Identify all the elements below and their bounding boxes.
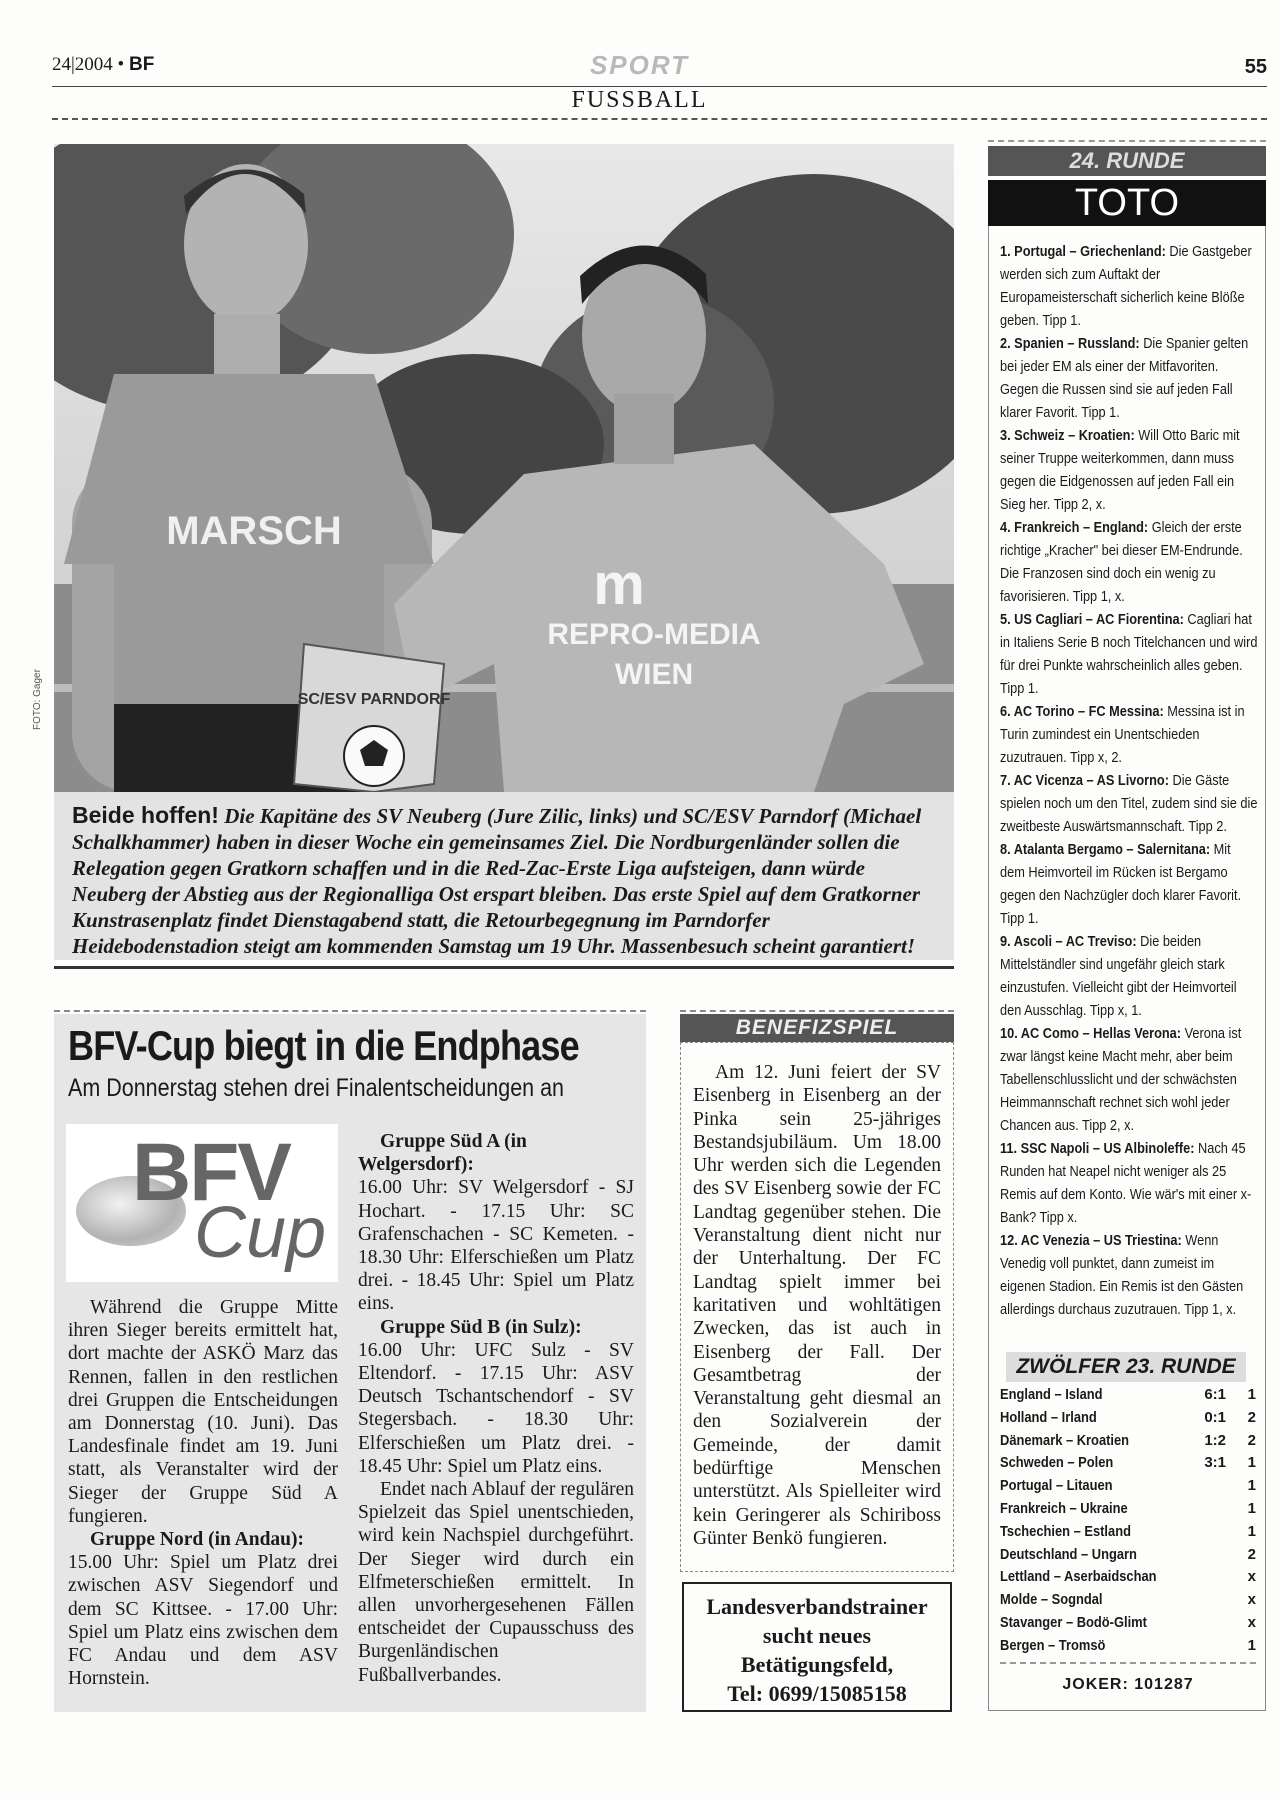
joker-number: JOKER: 101287 xyxy=(1062,1676,1194,1693)
ad-phone: Tel: 0699/15085158 xyxy=(727,1681,907,1706)
article-closing: Endet nach Ablauf der regulären Spielzeit das Spiel unentschieden, wird kein Nachspiel durchgeführt. Der Sieger wird durch ein Elfmeterschießen ermittelt. In allen unvorhergesehenen Fällen entscheidet der Cupausschuss des Burgenländischen Fußballverbandes. xyxy=(358,1479,634,1686)
match-cell: Lettland – Aserbaidschan xyxy=(1000,1568,1157,1586)
toto-match: 8. Atalanta Bergamo – Salernitana: xyxy=(1000,841,1211,858)
group-sued-b-title: Gruppe Süd B (in Sulz): xyxy=(380,1316,582,1338)
toto-item xyxy=(1000,1137,1258,1229)
tip-cell: 1 xyxy=(1247,1477,1256,1495)
article-intro: Während die Gruppe Mitte ihren Sieger bereits ermittelt hat, dort machte der ASKÖ Marz das Rennen, fallen in den restlichen drei Gruppen die Entscheidungen am Donnerstag (10. Juni). Das Landesfinale findet am 19. Juni statt, als Veranstalter wird der Sieger der Gruppe Süd A fungieren. xyxy=(68,1297,338,1527)
toto-text: Die Spanier gelten bei jeder EM als einer der Mitfavoriten. Gegen die Russen sind sie auf jeden Fall klarer Favorit. Tipp 1. xyxy=(1000,335,1249,421)
table-row xyxy=(1000,1544,1256,1567)
toto-item xyxy=(1000,838,1258,930)
logo-text-top: BFV xyxy=(132,1127,290,1218)
article-dashed-rule xyxy=(54,1010,646,1012)
toto-match: 5. US Cagliari – AC Fiorentina: xyxy=(1000,611,1184,628)
toto-item xyxy=(1000,332,1258,424)
table-row xyxy=(1000,1430,1256,1453)
benefiz-text: Am 12. Juni feiert der SV Eisenberg in Eisenberg an der Pinka sein 25-jähriges Bestandsjubiläum. Um 18.00 Uhr werden sich die Legenden des SV Eisenberg sowie der FC Landtag gegenüber stehen. Die Veranstaltung dient nicht nur der Unterhaltung. Der FC Landtag spielt immer bei karitativen und wohltätigen Zwecken, das ist auch in Eisenberg der Fall. Der Gesamtbetrag der Veranstaltung geht diesmal an den Sozialverein der Gemeinde, der damit bedürftige Menschen unterstützt. Als Spielleiter wird kein Geringerer als Schiriboss Günter Benkö fungieren. xyxy=(693,1062,941,1549)
toto-text: Die Gastgeber werden sich zum Auftakt der Europameisterschaft sicherlich keine Blöße geben. Tipp 1. xyxy=(1000,243,1252,329)
tip-cell: 1 xyxy=(1247,1499,1256,1517)
toto-text: Nach 45 Runden hat Neapel nicht weniger als 25 Remis auf dem Konto. Wie wär's mit einer x-Bank? Tipp x. xyxy=(1000,1140,1252,1226)
toto-item xyxy=(1000,240,1258,332)
table-row xyxy=(1000,1635,1256,1658)
ad-line-2: sucht neues xyxy=(762,1623,872,1648)
match-cell: England – Island xyxy=(1000,1386,1103,1403)
toto-text: Wenn Venedig voll punktet, dann zumeist im eigenen Stadion. Ein Remis ist den Gästen allerdings durchaus zuzutrauen. Tipp 1, x. xyxy=(1000,1232,1244,1318)
caption-lead: Beide hoffen! xyxy=(72,802,219,828)
toto-text: Cagliari hat in Italiens Serie B noch Titelchancen und wird für drei Punkte wahrscheinlich alles geben. Tipp 1. xyxy=(1000,611,1258,697)
score-cell xyxy=(1186,1635,1226,1658)
score-cell: 6:1 xyxy=(1204,1386,1226,1403)
caption-text: Die Kapitäne des SV Neuberg (Jure Zilic, links) und SC/ESV Parndorf (Michael Schalkhammer) haben in dieser Woche ein gemeinsames Ziel. Die Nordburgenländer sollen die Relegation gegen Gratkorn schaffen und in die Red-Zac-Erste Liga aufsteigen, dann würde Neuberg der Abstieg aus der Regionalliga Ost erspart bleiben. Das erste Spiel auf dem Gratkorner Kunstrasenplatz findet Dienstagabend statt, die Retourbegegnung im Parndorfer Heidebodenstadion steigt am kommenden Samstag um 19 Uhr. Massenbesuch scheint garantiert! xyxy=(72,804,922,958)
zwoelfer-title: ZWÖLFER 23. RUNDE xyxy=(1006,1352,1246,1382)
tip-cell: 2 xyxy=(1247,1408,1256,1426)
table-row xyxy=(1000,1498,1256,1521)
match-cell: Holland – Irland xyxy=(1000,1408,1097,1426)
score-cell: 0:1 xyxy=(1204,1408,1226,1426)
group-sued-b-text: 16.00 Uhr: UFC Sulz - SV Eltendorf. - 17.15 Uhr: ASV Deutsch Tschantschendorf - SV Stegersbach. - 18.30 Uhr: Elferschießen um Platz drei. - 18.45 Uhr: Spiel um Platz eins. xyxy=(358,1339,634,1477)
table-row xyxy=(1000,1566,1256,1589)
score-cell xyxy=(1186,1566,1226,1589)
table-row xyxy=(1000,1384,1256,1407)
table-row xyxy=(1000,1589,1256,1612)
sponsor-marsch: MARSCH xyxy=(166,509,342,553)
tip-cell: 1 xyxy=(1247,1386,1256,1403)
score-cell xyxy=(1186,1521,1226,1544)
toto-text: Messina ist in Turin zumindest ein Unentschieden zuzutrauen. Tipp x, 2. xyxy=(1000,703,1245,766)
toto-match: 10. AC Como – Hellas Verona: xyxy=(1000,1025,1182,1042)
article-subhead: Am Donnerstag stehen drei Finalentscheidungen an xyxy=(68,1074,565,1102)
toto-match: 9. Ascoli – AC Treviso: xyxy=(1000,933,1137,950)
joker-dashed-rule xyxy=(1000,1662,1256,1664)
score-cell: 3:1 xyxy=(1204,1454,1226,1472)
header-dashed-rule xyxy=(52,118,1267,120)
match-cell: Molde – Sogndal xyxy=(1000,1591,1103,1609)
toto-text: Will Otto Baric mit seiner Truppe weiterkommen, dann muss gegen die Eidgenossen auf jeden Fall ein Sieg her. Tipp 2, x. xyxy=(1000,427,1240,513)
toto-match: 11. SSC Napoli – US Albinoleffe: xyxy=(1000,1140,1195,1157)
toto-text: Die Gäste spielen noch um den Titel, zudem sind sie die zweitbeste Auswärtsmannschaft. Tipp 2. xyxy=(1000,772,1258,835)
tip-cell: x xyxy=(1247,1568,1256,1586)
classified-ad xyxy=(682,1582,952,1712)
toto-text: Verona ist zwar längst keine Macht mehr, aber beim Tabellenschlusslicht und der schwächsten Heimmannschaft rechnet sich wohl jeder Chancen aus. Tipp 2, x. xyxy=(1000,1025,1242,1134)
toto-match: 3. Schweiz – Kroatien: xyxy=(1000,427,1135,444)
match-cell: Schweden – Polen xyxy=(1000,1454,1114,1472)
toto-item xyxy=(1000,608,1258,700)
group-sued-a-text: 16.00 Uhr: SV Welgersdorf - SJ Hochart. - 17.15 Uhr: SC Grafenschachen - SC Kemeten. - 18.30 Uhr: Elferschießen um Platz drei. - 18.45 Uhr: Spiel um Platz eins. xyxy=(358,1177,634,1315)
score-cell xyxy=(1186,1589,1226,1612)
sponsor-repro-media: REPRO-MEDIA xyxy=(547,618,761,651)
tip-cell: 2 xyxy=(1247,1431,1256,1449)
sponsor-wien: WIEN xyxy=(614,658,694,691)
ad-line-1: Landesverbandstrainer xyxy=(706,1594,928,1619)
toto-text: Die beiden Mittelständler sind ungefähr gleich stark einzustufen. Vielleicht gibt der Heimvorteil den Ausschlag. Tipp x, 1. xyxy=(1000,933,1237,1019)
toto-item xyxy=(1000,516,1258,608)
zwoelfer-table xyxy=(1000,1384,1256,1658)
match-cell: Dänemark – Kroatien xyxy=(1000,1431,1130,1449)
photo-caption xyxy=(54,792,954,960)
page-number: 55 xyxy=(1244,56,1267,78)
table-row xyxy=(1000,1452,1256,1475)
toto-match: 7. AC Vicenza – AS Livorno: xyxy=(1000,772,1169,789)
logo-text-bottom: Cup xyxy=(194,1193,327,1273)
toto-match: 1. Portugal – Griechenland: xyxy=(1000,243,1166,260)
svg-text:m: m xyxy=(593,552,645,617)
toto-match: 4. Frankreich – England: xyxy=(1000,519,1149,536)
bfv-cup-article xyxy=(54,1014,646,1712)
toto-title: TOTO xyxy=(988,180,1266,226)
benefiz-article xyxy=(680,1042,954,1572)
photo-credit: FOTO: Gager xyxy=(32,669,43,730)
subsection-title: FUSSBALL xyxy=(571,87,708,113)
toto-item xyxy=(1000,424,1258,516)
ad-line-3: Betätigungsfeld, xyxy=(740,1652,894,1677)
score-cell xyxy=(1186,1544,1226,1567)
toto-item xyxy=(1000,1022,1258,1137)
article-column-2 xyxy=(358,1130,634,1687)
team-captains-photo xyxy=(54,144,954,792)
tip-cell: 1 xyxy=(1247,1636,1256,1654)
pennant-text: SC/ESV PARNDORF xyxy=(297,691,451,708)
score-cell xyxy=(1186,1612,1226,1635)
match-cell: Bergen – Tromsö xyxy=(1000,1636,1106,1654)
group-sued-a-title: Gruppe Süd A (in Welgersdorf): xyxy=(358,1131,527,1176)
toto-match: 6. AC Torino – FC Messina: xyxy=(1000,703,1164,720)
tip-cell: x xyxy=(1247,1591,1256,1609)
match-cell: Portugal – Litauen xyxy=(1000,1477,1113,1495)
toto-dashed-rule xyxy=(988,140,1266,142)
group-nord-title: Gruppe Nord (in Andau): xyxy=(90,1529,305,1551)
bfv-cup-logo xyxy=(66,1124,338,1282)
toto-item xyxy=(1000,700,1258,769)
toto-item xyxy=(1000,1229,1258,1321)
tip-cell: 2 xyxy=(1247,1545,1256,1563)
score-cell xyxy=(1186,1475,1226,1498)
score-cell: 1:2 xyxy=(1204,1431,1226,1449)
match-cell: Deutschland – Ungarn xyxy=(1000,1545,1137,1563)
issue-number: 24|2004 • xyxy=(52,54,125,75)
table-row xyxy=(1000,1407,1256,1430)
section-title: SPORT xyxy=(589,50,690,80)
table-row xyxy=(1000,1521,1256,1544)
table-row xyxy=(1000,1612,1256,1635)
tip-cell: 1 xyxy=(1247,1454,1256,1472)
toto-round: 24. RUNDE xyxy=(988,146,1266,176)
toto-text: Gleich der erste richtige „Kracher" bei dieser EM-Endrunde. Die Franzosen sind doch ein wenig zu favorisieren. Tipp 1, x. xyxy=(1000,519,1243,605)
benefiz-dashed-rule xyxy=(680,1010,954,1012)
toto-item xyxy=(1000,769,1258,838)
match-cell: Tschechien – Estland xyxy=(1000,1522,1131,1540)
caption-rule xyxy=(54,966,954,969)
tip-cell: x xyxy=(1247,1613,1256,1631)
match-cell: Stavanger – Bodö-Glimt xyxy=(1000,1613,1147,1631)
article-headline: BFV-Cup biegt in die Endphase xyxy=(68,1022,579,1069)
group-nord-text: 15.00 Uhr: Spiel um Platz drei zwischen ASV Siegendorf und dem SC Kittsee. - 17.00 Uhr: Spiel um Platz eins zwischen dem FC Andau und dem ASV Hornstein. xyxy=(68,1552,338,1690)
brand-name: BF xyxy=(128,54,155,75)
toto-item xyxy=(1000,930,1258,1022)
score-cell xyxy=(1186,1498,1226,1521)
match-cell: Frankreich – Ukraine xyxy=(1000,1499,1128,1517)
toto-text: Mit dem Heimvorteil im Rücken ist Bergamo gegen den Nachzügler doch klarer Favorit. Tipp 1. xyxy=(1000,841,1242,927)
toto-tips-list xyxy=(1000,240,1258,1321)
benefiz-title: BENEFIZSPIEL xyxy=(680,1014,954,1042)
article-column-1 xyxy=(68,1296,338,1690)
table-row xyxy=(1000,1475,1256,1498)
tip-cell: 1 xyxy=(1247,1522,1256,1540)
toto-match: 2. Spanien – Russland: xyxy=(1000,335,1140,352)
toto-match: 12. AC Venezia – US Triestina: xyxy=(1000,1232,1182,1249)
